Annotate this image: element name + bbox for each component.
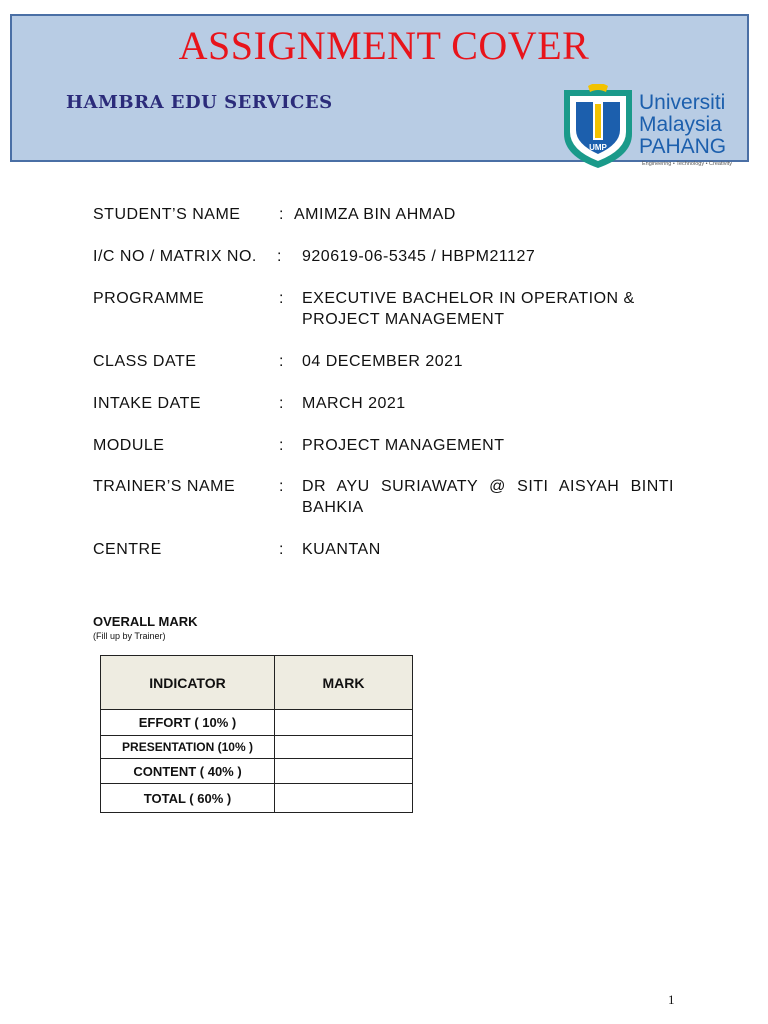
info-colon: : <box>279 353 284 370</box>
page-number: 1 <box>668 992 675 1007</box>
university-name-line1: Universiti <box>639 91 726 114</box>
info-value: AMIMZA BIN AHMAD <box>294 206 456 223</box>
info-value: PROJECT MANAGEMENT <box>302 437 505 454</box>
university-shield-icon <box>562 84 634 170</box>
info-label: I/C NO / MATRIX NO. <box>93 248 257 265</box>
document-title: ASSIGNMENT COVER <box>178 23 590 68</box>
indicator-cell: CONTENT ( 40% ) <box>101 759 275 784</box>
table-row <box>101 759 413 784</box>
marks-table <box>100 655 413 813</box>
university-logo <box>562 84 758 172</box>
indicator-cell: EFFORT ( 10% ) <box>101 710 275 736</box>
info-label: STUDENT’S NAME <box>93 206 241 223</box>
university-name-line3: PAHANG <box>639 135 727 158</box>
info-colon: : <box>277 248 282 265</box>
table-header-row <box>101 656 413 710</box>
table-row <box>101 710 413 736</box>
info-colon: : <box>279 206 284 223</box>
mark-cell[interactable] <box>275 784 413 813</box>
info-value: 04 DECEMBER 2021 <box>302 353 463 370</box>
info-colon: : <box>279 541 284 558</box>
info-value: MARCH 2021 <box>302 395 406 412</box>
mark-cell[interactable] <box>275 710 413 736</box>
info-colon: : <box>279 290 284 307</box>
indicator-cell: PRESENTATION (10% ) <box>101 736 275 759</box>
overall-mark-heading: OVERALL MARK <box>93 614 198 629</box>
column-header-mark: MARK <box>275 656 413 710</box>
column-header-indicator: INDICATOR <box>101 656 275 710</box>
info-value: DR AYU SURIAWATY @ SITI AISYAH BINTI BAHKIA <box>302 478 674 516</box>
info-colon: : <box>279 395 284 412</box>
info-value: EXECUTIVE BACHELOR IN OPERATION & PROJECT MANAGEMENT <box>302 290 635 328</box>
table-row <box>101 736 413 759</box>
info-label: INTAKE DATE <box>93 395 202 412</box>
info-label: CLASS DATE <box>93 353 197 370</box>
table-row <box>101 784 413 813</box>
indicator-cell: TOTAL ( 60% ) <box>101 784 275 813</box>
logo-badge-text: UMP <box>589 143 607 152</box>
organization-name: HAMBRA EDU SERVICES <box>66 92 333 113</box>
info-colon: : <box>279 437 284 454</box>
info-label: MODULE <box>93 437 165 454</box>
mark-cell[interactable] <box>275 736 413 759</box>
info-value: 920619-06-5345 / HBPM21127 <box>302 248 536 265</box>
info-label: PROGRAMME <box>93 290 205 307</box>
university-tagline: Engineering • Technology • Creativity <box>642 161 732 167</box>
overall-mark-note: (Fill up by Trainer) <box>93 631 166 641</box>
mark-cell[interactable] <box>275 759 413 784</box>
university-name <box>639 92 726 158</box>
university-name-line2: Malaysia <box>639 113 722 136</box>
info-label: TRAINER’S NAME <box>93 478 236 495</box>
info-colon: : <box>279 478 284 495</box>
info-value: KUANTAN <box>302 541 381 558</box>
info-label: CENTRE <box>93 541 162 558</box>
